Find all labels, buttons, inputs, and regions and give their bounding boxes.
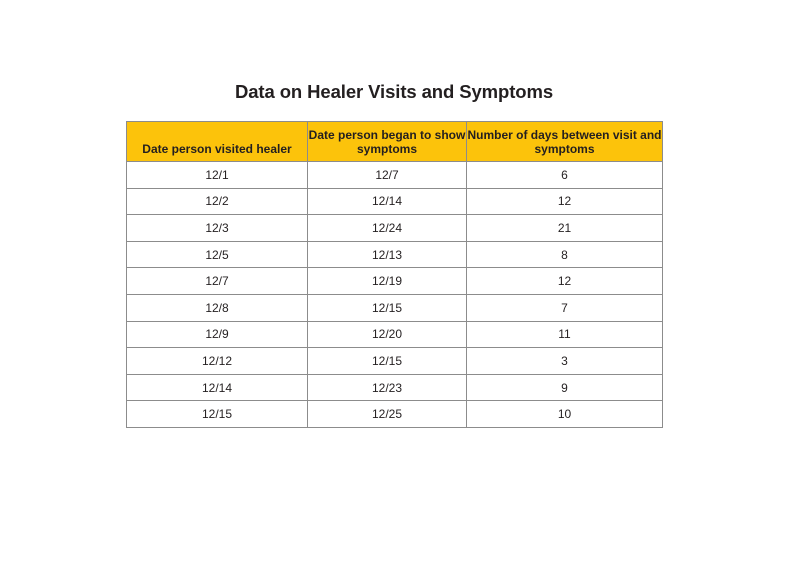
visit-date-cell: 12/5 <box>127 241 308 268</box>
visit-date-cell: 12/2 <box>127 188 308 215</box>
table-row <box>127 294 663 321</box>
days-between-cell: 21 <box>467 215 663 242</box>
symptom-date-cell: 12/14 <box>308 188 467 215</box>
days-between-cell: 12 <box>467 188 663 215</box>
header-symptom-date: Date person began to show symptoms <box>308 122 467 162</box>
data-table <box>126 121 663 428</box>
table-row <box>127 401 663 428</box>
visit-date-cell: 12/9 <box>127 321 308 348</box>
table-row <box>127 348 663 375</box>
visit-date-cell: 12/7 <box>127 268 308 295</box>
symptom-date-cell: 12/15 <box>308 348 467 375</box>
days-between-cell: 10 <box>467 401 663 428</box>
table-row <box>127 188 663 215</box>
visit-date-cell: 12/1 <box>127 162 308 189</box>
table-row <box>127 321 663 348</box>
header-days-between: Number of days between visit and symptoms <box>467 122 663 162</box>
table-row <box>127 162 663 189</box>
table-row <box>127 215 663 242</box>
symptom-date-cell: 12/23 <box>308 374 467 401</box>
table-header-row <box>127 122 663 162</box>
visit-date-cell: 12/15 <box>127 401 308 428</box>
page-title: Data on Healer Visits and Symptoms <box>234 81 554 102</box>
visit-date-cell: 12/3 <box>127 215 308 242</box>
symptom-date-cell: 12/15 <box>308 294 467 321</box>
days-between-cell: 3 <box>467 348 663 375</box>
visit-date-cell: 12/8 <box>127 294 308 321</box>
symptom-date-cell: 12/7 <box>308 162 467 189</box>
table-row <box>127 374 663 401</box>
symptom-date-cell: 12/20 <box>308 321 467 348</box>
days-between-cell: 12 <box>467 268 663 295</box>
symptom-date-cell: 12/24 <box>308 215 467 242</box>
table-row <box>127 241 663 268</box>
table-row <box>127 268 663 295</box>
days-between-cell: 8 <box>467 241 663 268</box>
symptom-date-cell: 12/13 <box>308 241 467 268</box>
days-between-cell: 7 <box>467 294 663 321</box>
days-between-cell: 9 <box>467 374 663 401</box>
days-between-cell: 6 <box>467 162 663 189</box>
symptom-date-cell: 12/19 <box>308 268 467 295</box>
header-visit-date: Date person visited healer <box>127 122 308 162</box>
visit-date-cell: 12/14 <box>127 374 308 401</box>
symptom-date-cell: 12/25 <box>308 401 467 428</box>
days-between-cell: 11 <box>467 321 663 348</box>
visit-date-cell: 12/12 <box>127 348 308 375</box>
